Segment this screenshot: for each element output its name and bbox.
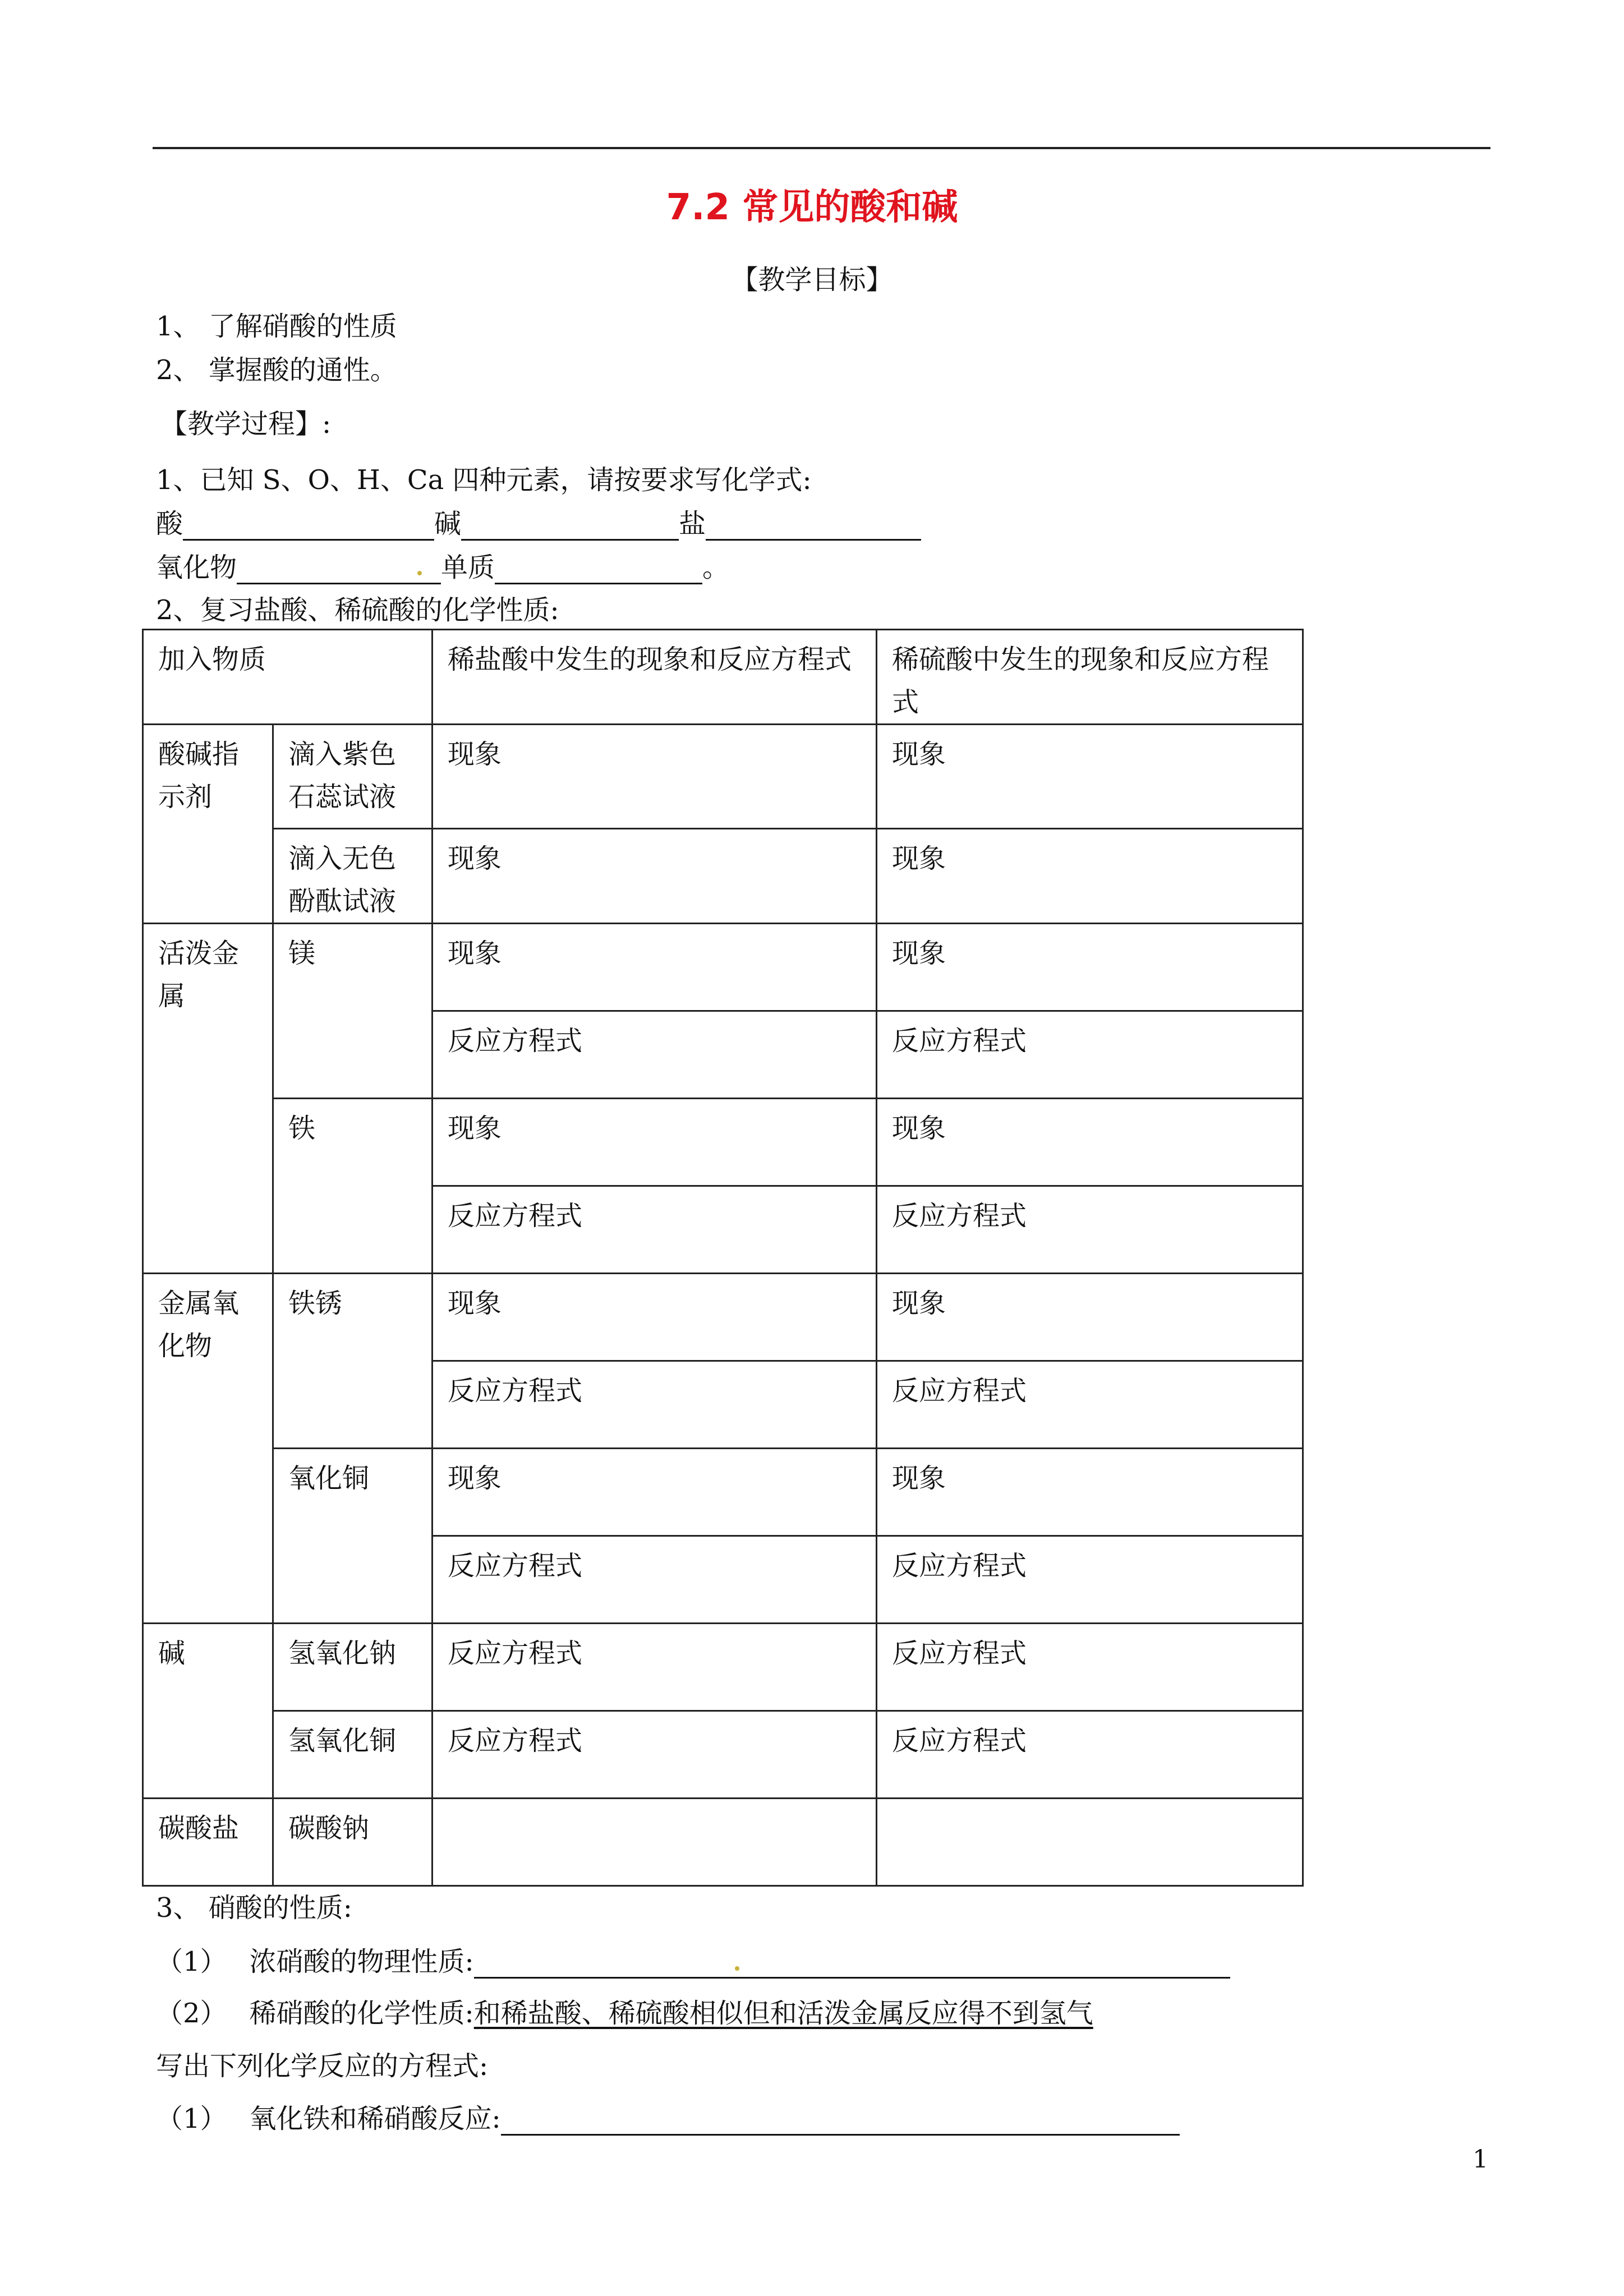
- reagent-sodium-hydroxide: 氢氧化钠: [273, 1624, 433, 1711]
- answer-cell[interactable]: 反应方程式: [877, 1711, 1303, 1799]
- formula-row-2: [156, 551, 729, 584]
- question-3: 3、 硝酸的性质:: [156, 1892, 352, 1924]
- goal-item-1: 1、 了解硝酸的性质: [156, 311, 397, 342]
- reaction-row-1: [156, 2102, 1180, 2136]
- answer-cell[interactable]: 反应方程式: [877, 1361, 1303, 1449]
- nitric-physical-row: [156, 1945, 1230, 1979]
- table-row: [143, 924, 1303, 1011]
- question-2: 2、复习盐酸、稀硫酸的化学性质:: [156, 594, 559, 626]
- nitric-chemical-answer: 和稀盐酸、稀硫酸相似但和活泼金属反应得不到氢气: [473, 1998, 1093, 2029]
- table-row: [143, 1799, 1303, 1886]
- answer-cell[interactable]: 现象: [433, 1274, 877, 1361]
- answer-cell[interactable]: 反应方程式: [877, 1624, 1303, 1711]
- header-hcl: 稀盐酸中发生的现象和反应方程式: [433, 630, 877, 725]
- speck-mark: [735, 1966, 739, 1971]
- speck-mark: [417, 571, 422, 575]
- table-header-row: [143, 630, 1303, 725]
- header-rule: [153, 147, 1490, 149]
- answer-cell[interactable]: 现象: [877, 829, 1303, 924]
- table-row: [143, 1274, 1303, 1361]
- acid-label: 酸: [156, 508, 183, 540]
- reagent-iron: 铁: [273, 1099, 433, 1274]
- nitric-chemical-row: [156, 1997, 1093, 2030]
- category-carbonate: 碳酸盐: [143, 1799, 273, 1886]
- answer-cell[interactable]: 现象: [433, 1449, 877, 1536]
- answer-cell[interactable]: 现象: [877, 1274, 1303, 1361]
- reagent-sodium-carbonate: 碳酸钠: [273, 1799, 433, 1886]
- item-number: （1）: [156, 1946, 227, 1977]
- item-number: （2）: [156, 1998, 227, 2029]
- element-label: 单质: [441, 552, 495, 583]
- formula-row-1: [156, 507, 921, 541]
- answer-cell[interactable]: 反应方程式: [433, 1711, 877, 1799]
- table-row: [143, 1099, 1303, 1186]
- header-h2so4: 稀硫酸中发生的现象和反应方程式: [877, 630, 1303, 725]
- oxide-label: 氧化物: [156, 552, 237, 583]
- answer-cell[interactable]: 反应方程式: [877, 1536, 1303, 1624]
- category-indicator: 酸碱指示剂: [143, 725, 273, 924]
- page-title: 7.2 常见的酸和碱: [666, 187, 958, 228]
- reagent-rust: 铁锈: [273, 1274, 433, 1449]
- reaction-1-blank[interactable]: [501, 2106, 1180, 2136]
- header-substance: 加入物质: [143, 630, 433, 725]
- answer-cell[interactable]: 反应方程式: [877, 1186, 1303, 1274]
- category-metal-oxide: 金属氧化物: [143, 1274, 273, 1624]
- answer-cell[interactable]: 反应方程式: [433, 1186, 877, 1274]
- table-row: [143, 1449, 1303, 1536]
- question-4: 写出下列化学反应的方程式:: [156, 2050, 489, 2082]
- end-mark: 。: [702, 552, 730, 583]
- goal-item-2: 2、 掌握酸的通性。: [156, 354, 397, 386]
- table-row: [143, 725, 1303, 829]
- table-row: [143, 829, 1303, 924]
- reagent-litmus: 滴入紫色石蕊试液: [273, 725, 433, 829]
- nitric-chemical-label: 稀硝酸的化学性质:: [249, 1998, 474, 2029]
- nitric-physical-blank[interactable]: [474, 1949, 1230, 1979]
- answer-cell[interactable]: 现象: [877, 924, 1303, 1011]
- element-blank[interactable]: [495, 555, 702, 584]
- reagent-copper-oxide: 氧化铜: [273, 1449, 433, 1624]
- answer-cell[interactable]: 现象: [433, 1099, 877, 1186]
- category-active-metal: 活泼金属: [143, 924, 273, 1274]
- reaction-1-label: 氧化铁和稀硝酸反应:: [249, 2103, 501, 2134]
- answer-cell[interactable]: 反应方程式: [433, 1011, 877, 1099]
- page-number: 1: [1473, 2145, 1488, 2174]
- answer-cell[interactable]: [433, 1799, 877, 1886]
- base-blank[interactable]: [461, 511, 679, 541]
- answer-cell[interactable]: 现象: [433, 829, 877, 924]
- process-heading: 【教学过程】:: [160, 408, 332, 440]
- answer-cell[interactable]: 反应方程式: [433, 1361, 877, 1449]
- item-number: （1）: [156, 2103, 227, 2134]
- answer-cell[interactable]: 现象: [433, 725, 877, 829]
- acid-blank[interactable]: [183, 511, 434, 541]
- oxide-blank[interactable]: [237, 555, 441, 584]
- reagent-phenolphthalein: 滴入无色酚酞试液: [273, 829, 433, 924]
- answer-cell[interactable]: 现象: [877, 725, 1303, 829]
- table-row: [143, 1624, 1303, 1711]
- chemical-properties-table: [142, 629, 1304, 1887]
- salt-label: 盐: [679, 508, 706, 540]
- answer-cell[interactable]: 现象: [877, 1449, 1303, 1536]
- goals-heading: 【教学目标】: [731, 264, 893, 296]
- answer-cell[interactable]: [877, 1799, 1303, 1886]
- answer-cell[interactable]: 反应方程式: [433, 1624, 877, 1711]
- salt-blank[interactable]: [706, 511, 921, 541]
- answer-cell[interactable]: 现象: [877, 1099, 1303, 1186]
- nitric-physical-label: 浓硝酸的物理性质:: [249, 1946, 474, 1977]
- category-base: 碱: [143, 1624, 273, 1799]
- base-label: 碱: [434, 508, 462, 540]
- question-1: 1、已知 S、O、H、Ca 四种元素，请按要求写化学式:: [156, 464, 812, 496]
- answer-cell[interactable]: 反应方程式: [433, 1536, 877, 1624]
- answer-cell[interactable]: 现象: [433, 924, 877, 1011]
- reagent-copper-hydroxide: 氢氧化铜: [273, 1711, 433, 1799]
- table-row: [143, 1711, 1303, 1799]
- reagent-magnesium: 镁: [273, 924, 433, 1099]
- answer-cell[interactable]: 反应方程式: [877, 1011, 1303, 1099]
